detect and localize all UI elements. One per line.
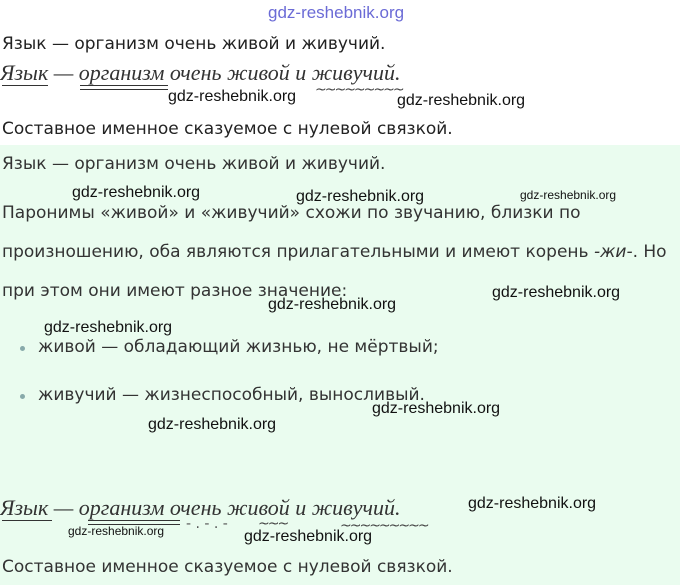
list-bullet bbox=[20, 394, 25, 399]
sentence-text: Язык — организм очень живой и живучий. bbox=[2, 34, 386, 54]
predicate-underline-1 bbox=[88, 520, 180, 521]
watermark: gdz-reshebnik.org bbox=[44, 319, 173, 336]
rest-words: очень живой и живучий. bbox=[169, 60, 401, 85]
root-morpheme: -жи- bbox=[593, 242, 633, 262]
watermark: gdz-reshebnik.org bbox=[520, 188, 617, 202]
watermark: gdz-reshebnik.org bbox=[492, 284, 621, 301]
predicate-word: организм bbox=[78, 495, 165, 520]
watermark: gdz-reshebnik.org bbox=[296, 188, 425, 205]
modifier-wavy-underline: ~~~~~~~~~ bbox=[315, 82, 403, 98]
subject-word: Язык bbox=[0, 60, 49, 85]
watermark: gdz-reshebnik.org bbox=[468, 495, 597, 512]
subject-underline bbox=[2, 85, 48, 86]
rest-words: очень живой и живучий. bbox=[169, 495, 401, 520]
watermark: gdz-reshebnik.org bbox=[372, 400, 501, 417]
watermark: gdz-reshebnik.org bbox=[397, 92, 526, 109]
modifier-wavy-underline: ~~~~~~~~~ bbox=[340, 518, 428, 534]
watermark: gdz-reshebnik.org bbox=[244, 528, 373, 545]
list-item: живучий — жизнеспособный, выносливый. bbox=[38, 385, 425, 405]
explanation-line-3: при этом они имеют разное значение: bbox=[2, 281, 348, 301]
watermark: gdz-reshebnik.org bbox=[268, 296, 397, 313]
predicate-type-text: Составное именное сказуемое с нулевой связкой. bbox=[2, 119, 453, 139]
dash: — bbox=[53, 495, 74, 520]
subject-underline bbox=[2, 520, 52, 521]
subject-word: Язык bbox=[0, 495, 49, 520]
predicate-underline-2 bbox=[80, 89, 168, 90]
watermark: gdz-reshebnik.org bbox=[168, 88, 297, 105]
solution-sentence: Язык — организм очень живой и живучий. bbox=[2, 154, 386, 174]
explanation-line-1: Паронимы «живой» и «живучий» схожи по звучанию, близки по bbox=[2, 203, 581, 223]
dash: — bbox=[53, 60, 74, 85]
predicate-type-text: Составное именное сказуемое с нулевой связкой. bbox=[2, 557, 453, 577]
explanation-line-2: произношению, оба являются прилагательными и имеют корень -жи-. Но bbox=[2, 242, 667, 262]
watermark: gdz-reshebnik.org bbox=[148, 416, 277, 433]
modifier-wavy-underline: ~~~ bbox=[258, 516, 288, 532]
watermark-top: gdz-reshebnik.org bbox=[268, 3, 405, 22]
list-item: живой — обладающий жизнью, не мёртвый; bbox=[38, 337, 439, 357]
watermark: gdz-reshebnik.org bbox=[72, 184, 201, 201]
watermark: gdz-reshebnik.org bbox=[68, 524, 165, 538]
adverb-dash-dot-underline: - . - . - bbox=[186, 516, 228, 532]
list-bullet bbox=[20, 346, 25, 351]
predicate-underline-1 bbox=[80, 85, 168, 86]
predicate-word: организм bbox=[78, 60, 165, 85]
